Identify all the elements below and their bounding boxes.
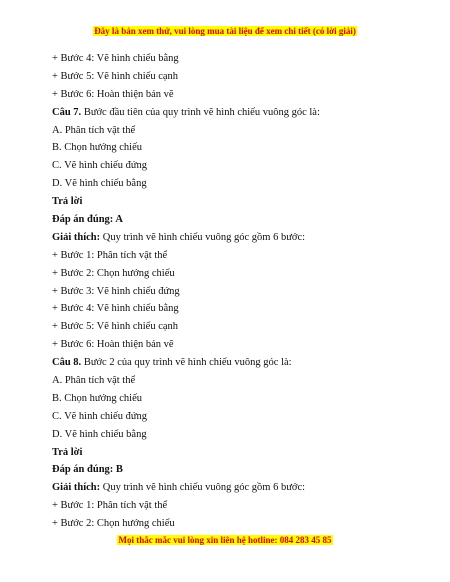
line-text-part: + Bước 5: Vẽ hình chiếu cạnh bbox=[52, 70, 179, 82]
line-text-part: + Bước 1: Phân tích vật thể bbox=[52, 249, 168, 261]
line-text-part: C. Vẽ hình chiếu đứng bbox=[52, 410, 148, 422]
text-line bbox=[52, 408, 422, 426]
text-line bbox=[52, 247, 422, 265]
line-text-part: + Bước 4: Vẽ hình chiếu bằng bbox=[52, 303, 179, 315]
hotline-banner bbox=[0, 534, 450, 546]
text-line bbox=[52, 336, 422, 354]
line-text-part: Bước đầu tiên của quy trình vẽ hình chiếu vuông góc là: bbox=[81, 106, 320, 118]
text-line bbox=[52, 104, 422, 122]
text-line bbox=[52, 211, 422, 229]
line-text-part: A. Phân tích vật thể bbox=[52, 375, 136, 387]
line-text-part: + Bước 1: Phân tích vật thể bbox=[52, 500, 168, 512]
text-line bbox=[52, 139, 422, 157]
text-line bbox=[52, 157, 422, 175]
line-text-part: + Bước 2: Chọn hướng chiếu bbox=[52, 267, 175, 279]
line-text-part: + Bước 2: Chọn hướng chiếu bbox=[52, 518, 175, 530]
preview-notice-banner bbox=[0, 25, 450, 37]
line-text-part: + Bước 6: Hoàn thiện bản vẽ bbox=[52, 339, 174, 351]
line-bold-part: Câu 8. bbox=[52, 357, 82, 369]
text-line bbox=[52, 461, 422, 479]
line-bold-part: Trả lời bbox=[52, 446, 83, 458]
text-line bbox=[52, 229, 422, 247]
line-text-part: B. Chọn hướng chiếu bbox=[52, 392, 142, 404]
line-bold-part: Đáp án đúng: A bbox=[52, 214, 123, 226]
text-line bbox=[52, 318, 422, 336]
text-line bbox=[52, 444, 422, 462]
text-line bbox=[52, 86, 422, 104]
text-line bbox=[52, 50, 422, 68]
text-line bbox=[52, 497, 422, 515]
line-bold-part: Câu 7. bbox=[52, 106, 82, 118]
document-body bbox=[52, 50, 422, 533]
text-line bbox=[52, 479, 422, 497]
text-line bbox=[52, 68, 422, 86]
line-text-part: + Bước 4: Vẽ hình chiếu bằng bbox=[52, 53, 179, 64]
line-bold-part: Giải thích: bbox=[52, 231, 101, 243]
line-text-part: D. Vẽ hình chiếu bằng bbox=[52, 428, 147, 440]
line-text-part: Quy trình vẽ hình chiếu vuông góc gồm 6 bước: bbox=[100, 482, 306, 494]
text-line bbox=[52, 426, 422, 444]
text-line bbox=[52, 515, 422, 533]
line-text-part: D. Vẽ hình chiếu bằng bbox=[52, 178, 147, 190]
text-line bbox=[52, 354, 422, 372]
line-text-part: C. Vẽ hình chiếu đứng bbox=[52, 160, 148, 172]
line-text-part: + Bước 3: Vẽ hình chiếu đứng bbox=[52, 285, 180, 297]
line-text-part: + Bước 6: Hoàn thiện bản vẽ bbox=[52, 88, 174, 100]
line-text-part: B. Chọn hướng chiếu bbox=[52, 142, 142, 154]
line-bold-part: Đáp án đúng: B bbox=[52, 464, 123, 476]
line-bold-part: Giải thích: bbox=[52, 482, 101, 494]
text-line bbox=[52, 372, 422, 390]
text-line bbox=[52, 300, 422, 318]
preview-notice-text: Đây là bản xem thử, vui lòng mua tài liệu để xem chi tiết (có lời giải) bbox=[94, 26, 356, 36]
hotline-text: Mọi thắc mắc vui lòng xin liên hệ hotline: 084 283 45 85 bbox=[118, 535, 332, 545]
text-line bbox=[52, 175, 422, 193]
line-text-part: Quy trình vẽ hình chiếu vuông góc gồm 6 bước: bbox=[100, 231, 306, 243]
text-line bbox=[52, 265, 422, 283]
line-text-part: + Bước 5: Vẽ hình chiếu cạnh bbox=[52, 321, 179, 333]
line-text-part: Bước 2 của quy trình vẽ hình chiếu vuông góc là: bbox=[81, 357, 292, 369]
line-text-part: A. Phân tích vật thể bbox=[52, 124, 136, 136]
line-bold-part: Trả lời bbox=[52, 196, 83, 208]
text-line bbox=[52, 390, 422, 408]
text-line bbox=[52, 193, 422, 211]
text-line bbox=[52, 283, 422, 301]
text-line bbox=[52, 122, 422, 140]
